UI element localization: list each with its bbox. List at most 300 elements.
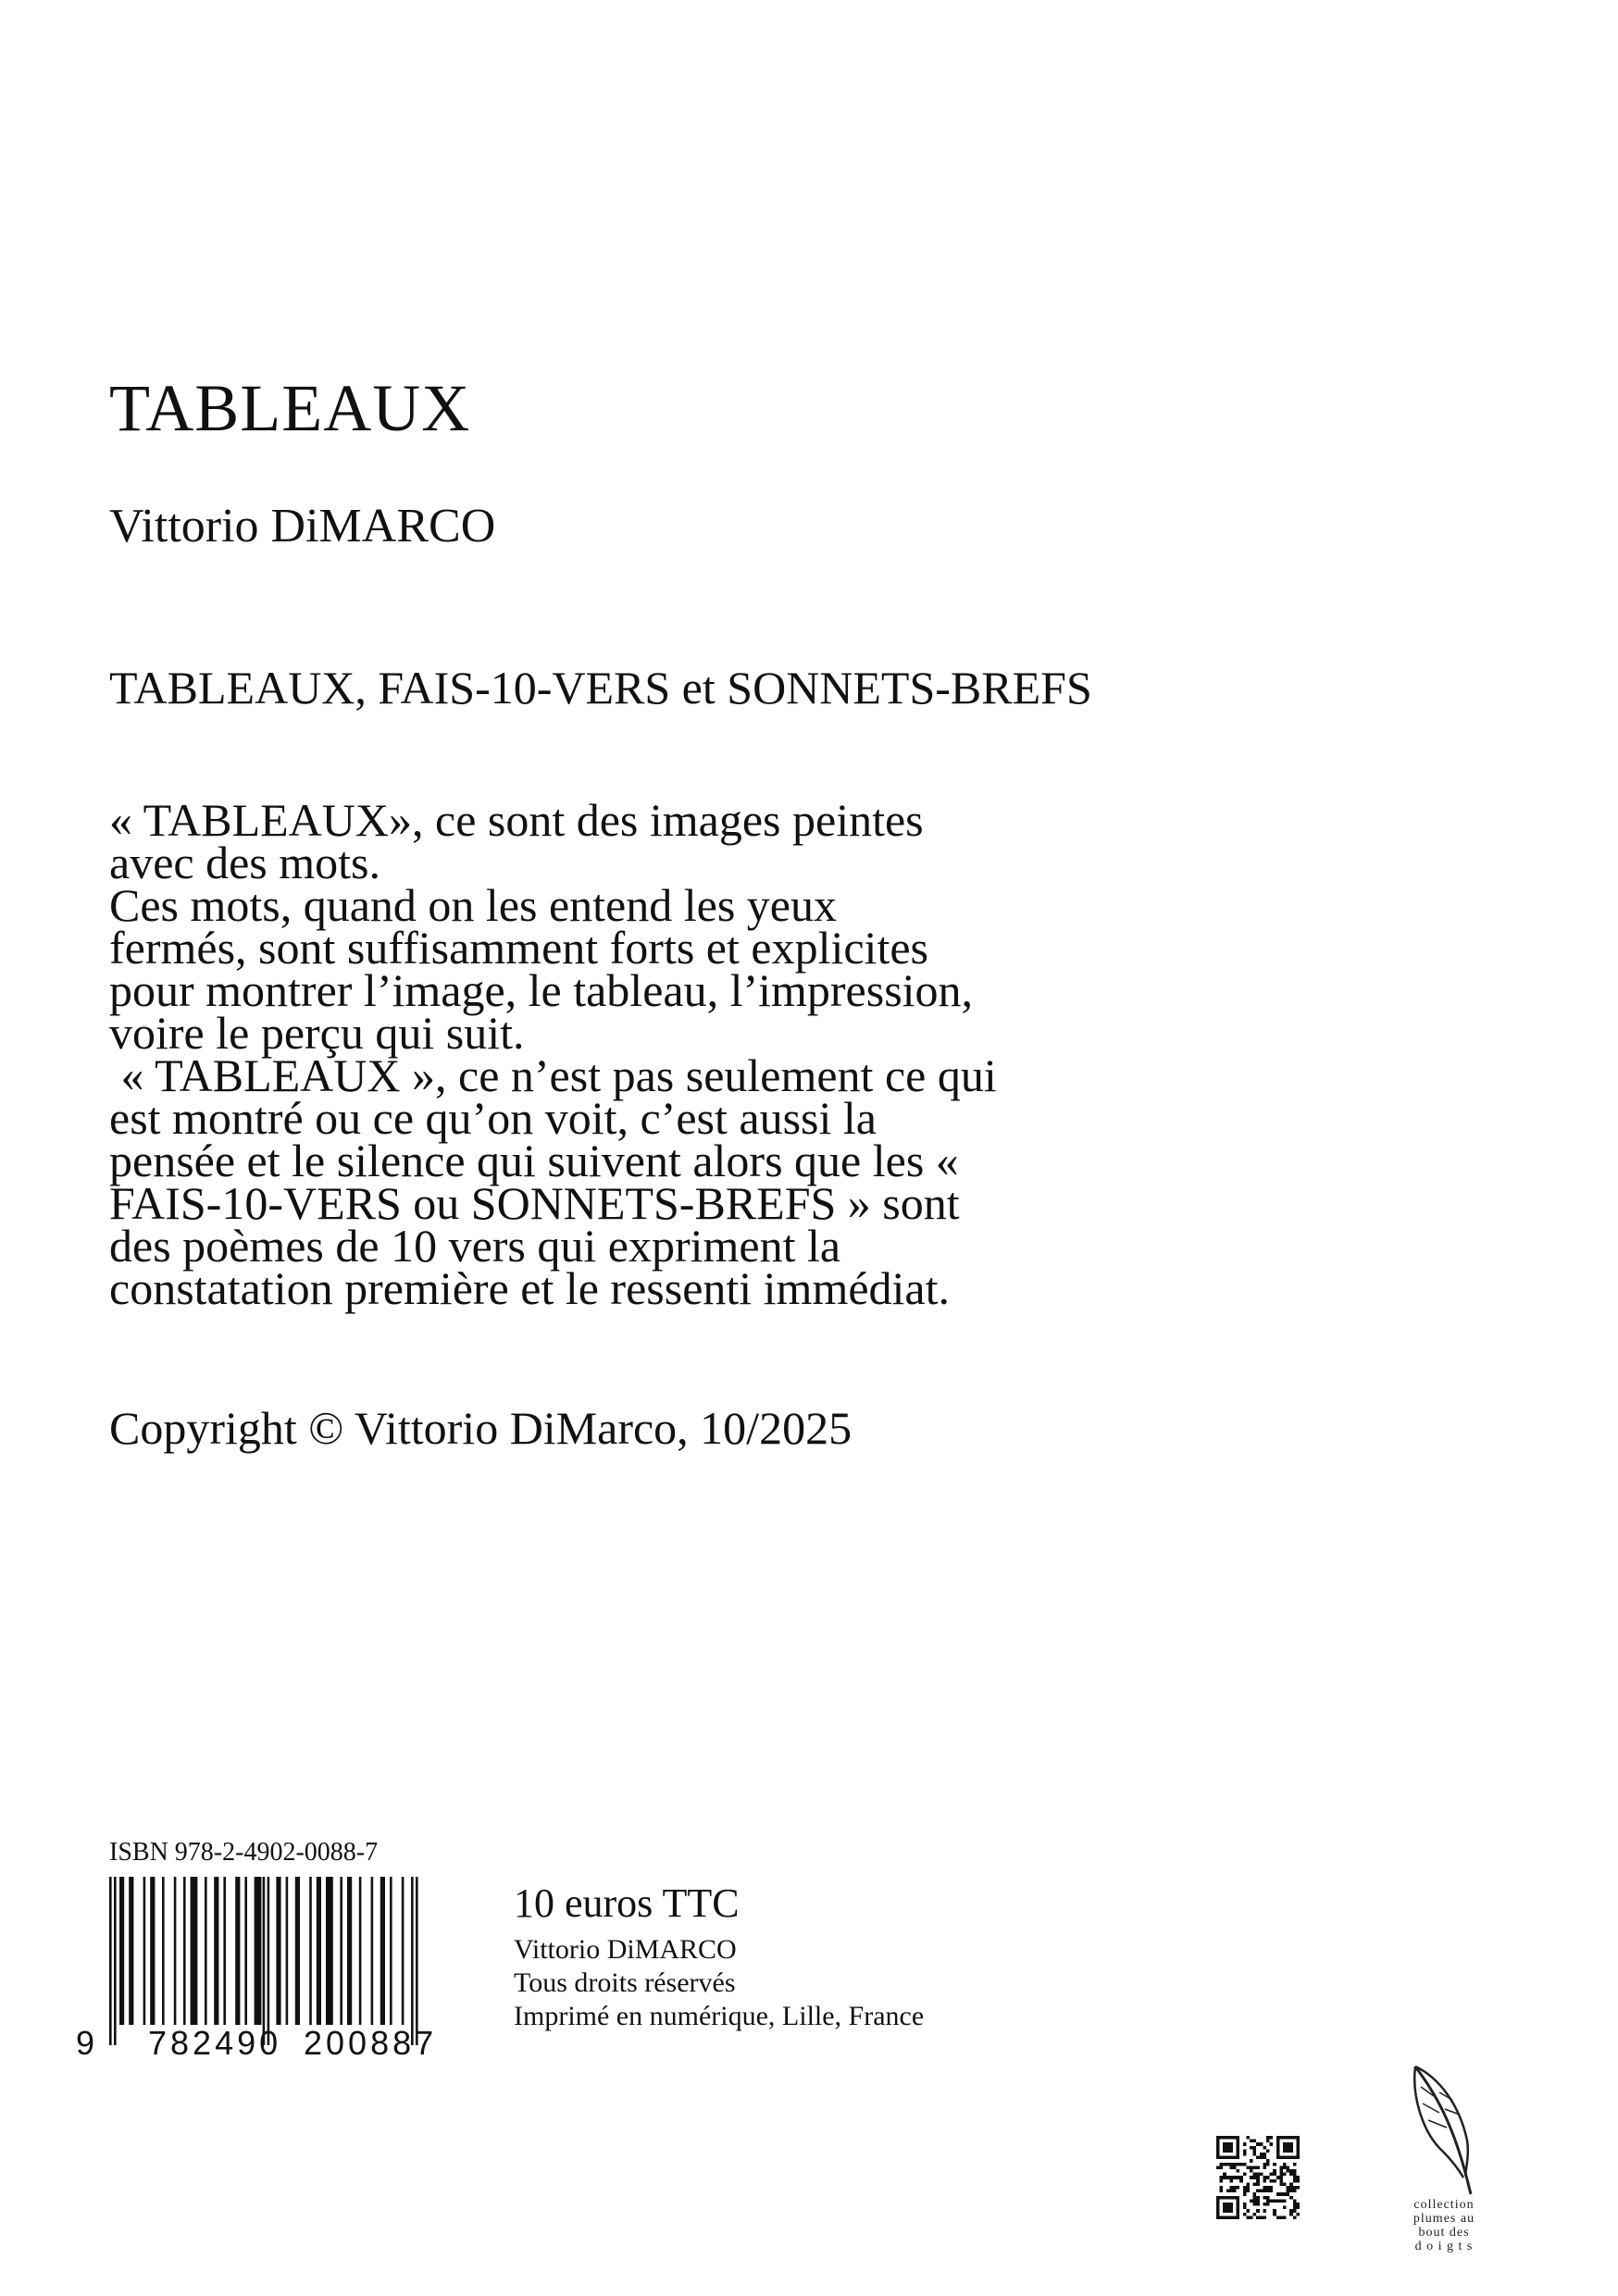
qr-module (1216, 2136, 1220, 2140)
qr-module (1263, 2146, 1266, 2150)
qr-module (1220, 2196, 1224, 2200)
barcode (65, 1873, 454, 2058)
qr-module (1237, 2176, 1240, 2179)
qr-module (1253, 2192, 1257, 2196)
blurb-line: des poèmes de 10 vers qui expriment la (109, 1220, 841, 1272)
qr-module (1293, 2173, 1297, 2177)
qr-module (1289, 2213, 1293, 2216)
qr-module (1293, 2136, 1297, 2140)
qr-module (1279, 2199, 1283, 2203)
qr-module (1276, 2136, 1280, 2140)
qr-module (1283, 2146, 1287, 2150)
barcode-digits-left: 782490 (148, 2024, 282, 2058)
qr-module (1273, 2163, 1276, 2166)
qr-module (1289, 2190, 1293, 2193)
qr-module (1246, 2190, 1250, 2193)
qr-module (1273, 2209, 1276, 2213)
qr-module (1226, 2156, 1230, 2160)
qr-module (1270, 2136, 1274, 2140)
qr-module (1226, 2215, 1230, 2219)
price: 10 euros TTC (514, 1880, 740, 1926)
qr-module (1283, 2136, 1287, 2140)
barcode-bar (317, 1877, 321, 2025)
qr-module (1233, 2166, 1237, 2169)
collection-logo (1388, 2059, 1500, 2281)
qr-module (1250, 2159, 1253, 2163)
qr-module (1266, 2163, 1270, 2166)
qr-module (1250, 2166, 1253, 2169)
qr-module (1223, 2173, 1226, 2177)
barcode-digits-right: 200887 (304, 2024, 438, 2058)
qr-module (1293, 2199, 1297, 2203)
qr-module (1296, 2186, 1300, 2190)
barcode-bar (390, 1877, 392, 2025)
qr-module (1289, 2186, 1293, 2190)
qr-module (1273, 2199, 1276, 2203)
qr-module (1276, 2149, 1280, 2153)
qr-module (1220, 2163, 1224, 2166)
qr-module (1296, 2140, 1300, 2143)
qr-module (1287, 2190, 1290, 2193)
qr-module (1287, 2169, 1290, 2173)
qr-module (1266, 2140, 1270, 2143)
qr-module (1289, 2209, 1293, 2213)
qr-module (1283, 2142, 1287, 2146)
qr-module (1220, 2190, 1224, 2193)
qr-module (1263, 2186, 1266, 2190)
qr-module (1266, 2159, 1270, 2163)
isbn-label: ISBN 978-2-4902-0088-7 (109, 1838, 379, 1867)
barcode-bar (129, 1877, 133, 2025)
qr-module (1239, 2179, 1243, 2183)
qr-module (1276, 2176, 1280, 2179)
printing-notice: Imprimé en numérique, Lille, France (514, 2001, 925, 2031)
barcode-bar (223, 1877, 226, 2025)
qr-module (1270, 2199, 1274, 2203)
qr-module (1216, 2199, 1220, 2203)
qr-module (1223, 2176, 1226, 2179)
barcode-bar (150, 1877, 155, 2025)
qr-module (1229, 2209, 1233, 2213)
barcode-bar (205, 1877, 207, 2025)
qr-module (1287, 2136, 1290, 2140)
qr-module (1283, 2173, 1287, 2177)
qr-module (1216, 2213, 1220, 2216)
qr-module (1243, 2203, 1247, 2206)
qr-module (1243, 2186, 1247, 2190)
book-subtitle: TABLEAUX, FAIS-10-VERS et SONNETS-BREFS (109, 662, 1092, 714)
qr-module (1220, 2186, 1224, 2190)
barcode-bar (347, 1877, 352, 2025)
qr-module (1250, 2199, 1253, 2203)
price-block (514, 1880, 925, 2033)
qr-module (1260, 2173, 1263, 2177)
qr-module (1237, 2156, 1240, 2160)
qr-module (1237, 2163, 1240, 2166)
qr-module (1253, 2153, 1257, 2156)
qr-module (1283, 2163, 1287, 2166)
blurb-line: voire le perçu qui suit. (109, 1007, 525, 1059)
qr-module (1216, 2140, 1220, 2143)
qr-module (1226, 2146, 1230, 2150)
qr-module (1293, 2215, 1297, 2219)
qr-module (1226, 2176, 1230, 2179)
qr-module (1260, 2190, 1263, 2193)
qr-module (1293, 2203, 1297, 2206)
qr-module (1276, 2153, 1280, 2156)
qr-module (1250, 2176, 1253, 2179)
qr-module (1276, 2199, 1280, 2203)
qr-module (1279, 2136, 1283, 2140)
qr-module (1253, 2173, 1257, 2177)
qr-module (1229, 2176, 1233, 2179)
qr-module (1216, 2196, 1220, 2200)
qr-module (1223, 2203, 1226, 2206)
barcode-bar (295, 1877, 300, 2025)
qr-module (1279, 2176, 1283, 2179)
qr-module (1289, 2196, 1293, 2200)
qr-module (1263, 2179, 1266, 2183)
qr-module (1289, 2169, 1293, 2173)
qr-module (1223, 2149, 1226, 2153)
qr-module (1226, 2206, 1230, 2210)
barcode-bar (235, 1877, 240, 2025)
barcode-bar (276, 1877, 280, 2025)
blurb-line: avec des mots. (109, 837, 380, 888)
qr-module (1293, 2186, 1297, 2190)
qr-module (1273, 2169, 1276, 2173)
logo-text-line: d o i g t s (1414, 2240, 1474, 2253)
qr-module (1283, 2215, 1287, 2219)
qr-module (1263, 2166, 1266, 2169)
qr-module (1266, 2203, 1270, 2206)
qr-module (1237, 2169, 1240, 2173)
copyright-notice: Copyright © Vittorio DiMarco, 10/2025 (109, 1402, 853, 1454)
logo-text-line: bout des (1418, 2226, 1470, 2240)
qr-module (1287, 2156, 1290, 2160)
qr-module (1237, 2142, 1240, 2146)
qr-module (1253, 2149, 1257, 2153)
qr-module (1266, 2199, 1270, 2203)
barcode-bar (402, 1877, 404, 2025)
qr-module (1287, 2166, 1290, 2169)
qr-module (1289, 2173, 1293, 2177)
qr-module (1276, 2215, 1280, 2219)
qr-module (1263, 2209, 1266, 2213)
barcode-bar (214, 1877, 218, 2025)
qr-module (1216, 2146, 1220, 2150)
qr-module (1220, 2166, 1224, 2169)
qr-module (1283, 2206, 1287, 2210)
qr-module (1276, 2146, 1280, 2150)
qr-module (1293, 2190, 1297, 2193)
qr-module (1237, 2206, 1240, 2210)
qr-module (1283, 2156, 1287, 2160)
qr-module (1223, 2156, 1226, 2160)
qr-module (1287, 2192, 1290, 2196)
qr-module (1237, 2149, 1240, 2153)
qr-module (1233, 2215, 1237, 2219)
qr-module (1229, 2190, 1233, 2193)
qr-module (1256, 2209, 1260, 2213)
qr-module (1253, 2203, 1257, 2206)
qr-module (1263, 2153, 1266, 2156)
qr-module (1256, 2182, 1260, 2186)
qr-module (1296, 2156, 1300, 2160)
qr-module (1229, 2163, 1233, 2166)
book-title: TABLEAUX (109, 371, 471, 445)
barcode-bar (183, 1877, 186, 2025)
blurb-line: fermés, sont suffisamment forts et explicites (109, 922, 928, 974)
qr-module (1263, 2203, 1266, 2206)
qr-module (1237, 2196, 1240, 2200)
qr-module (1289, 2136, 1293, 2140)
qr-module (1216, 2203, 1220, 2206)
barcode-bar (416, 1877, 418, 2045)
qr-module (1263, 2156, 1266, 2160)
qr-module (1279, 2166, 1283, 2169)
barcode-bar (371, 1877, 374, 2025)
qr-module (1256, 2142, 1260, 2146)
book-blurb (109, 794, 1257, 1314)
qr-module (1289, 2182, 1293, 2186)
qr-module (1226, 2209, 1230, 2213)
barcode-bar (119, 1877, 124, 2025)
qr-module (1229, 2142, 1233, 2146)
barcode-bar (255, 1877, 262, 2025)
logo-text-line: plumes au (1413, 2212, 1475, 2226)
qr-module (1253, 2176, 1257, 2179)
publisher-author: Vittorio DiMARCO (514, 1934, 737, 1965)
qr-module (1289, 2156, 1293, 2160)
qr-module (1220, 2176, 1224, 2179)
qr-module (1296, 2179, 1300, 2183)
qr-module (1243, 2149, 1247, 2153)
blurb-line: « TABLEAUX», ce sont des images peintes (109, 794, 924, 846)
qr-module (1279, 2156, 1283, 2160)
barcode-bar (340, 1877, 342, 2025)
qr-module (1243, 2192, 1247, 2196)
qr-module (1289, 2142, 1293, 2146)
qr-module (1250, 2146, 1253, 2150)
qr-module (1253, 2182, 1257, 2186)
qr-module (1253, 2146, 1257, 2150)
qr-module (1239, 2176, 1243, 2179)
qr-module (1296, 2213, 1300, 2216)
qr-module (1263, 2196, 1266, 2200)
qr-module (1260, 2156, 1263, 2160)
qr-module (1273, 2179, 1276, 2183)
qr-module (1279, 2182, 1283, 2186)
qr-module (1226, 2196, 1230, 2200)
qr-module (1216, 2156, 1220, 2160)
barcode-bar (162, 1877, 165, 2025)
qr-module (1266, 2136, 1270, 2140)
qr-module (1293, 2206, 1297, 2210)
barcode-bar (359, 1877, 362, 2025)
qr-module (1263, 2215, 1266, 2219)
qr-module (1223, 2196, 1226, 2200)
qr-module (1243, 2213, 1247, 2216)
barcode-bar (109, 1877, 112, 2045)
qr-module (1243, 2173, 1247, 2177)
blurb-line: pour montrer l’image, le tableau, l’impression, (109, 964, 974, 1016)
qr-module (1229, 2186, 1233, 2190)
qr-module (1239, 2163, 1243, 2166)
qr-module (1296, 2149, 1300, 2153)
qr-module (1256, 2179, 1260, 2183)
qr-module (1237, 2146, 1240, 2150)
qr-module (1266, 2186, 1270, 2190)
qr-module (1279, 2192, 1283, 2196)
qr-module (1220, 2136, 1224, 2140)
qr-module (1283, 2192, 1287, 2196)
qr-module (1237, 2213, 1240, 2216)
qr-module (1220, 2215, 1224, 2219)
barcode-bar (263, 1877, 266, 2045)
qr-module (1253, 2196, 1257, 2200)
qr-module (1237, 2203, 1240, 2206)
qr-module (1243, 2163, 1247, 2166)
qr-module (1296, 2136, 1300, 2140)
qr-module (1266, 2190, 1270, 2193)
qr-module (1246, 2166, 1250, 2169)
qr-module (1226, 2163, 1230, 2166)
qr-module (1253, 2140, 1257, 2143)
qr-module (1229, 2146, 1233, 2150)
blurb-line: Ces mots, quand on les entend les yeux (109, 879, 837, 931)
qr-module (1283, 2182, 1287, 2186)
qr-module (1233, 2176, 1237, 2179)
qr-module (1296, 2176, 1300, 2179)
qr-module (1256, 2190, 1260, 2193)
qr-module (1256, 2176, 1260, 2179)
qr-module (1246, 2136, 1250, 2140)
blurb-line: constatation première et le ressenti immédiat. (109, 1262, 951, 1314)
qr-module (1256, 2173, 1260, 2177)
qr-module (1223, 2209, 1226, 2213)
qr-module (1256, 2203, 1260, 2206)
qr-module (1276, 2192, 1280, 2196)
logo-text-line: collection (1413, 2198, 1475, 2212)
qr-module (1270, 2186, 1274, 2190)
qr-module (1229, 2166, 1233, 2169)
qr-module (1216, 2206, 1220, 2210)
feather-quill-icon (1402, 2059, 1486, 2198)
qr-module (1293, 2169, 1297, 2173)
qr-module (1223, 2163, 1226, 2166)
qr-module (1260, 2215, 1263, 2219)
qr-module (1223, 2142, 1226, 2146)
qr-module (1216, 2142, 1220, 2146)
qr-module (1256, 2215, 1260, 2219)
qr-module (1250, 2140, 1253, 2143)
collection-name (1388, 2198, 1500, 2253)
qr-module (1289, 2149, 1293, 2153)
qr-module (1279, 2169, 1283, 2173)
qr-module (1253, 2166, 1257, 2169)
qr-module (1226, 2190, 1230, 2193)
blurb-line: est montré ou ce qu’on voit, c’est aussi la (109, 1092, 877, 1144)
qr-module (1287, 2146, 1290, 2150)
qr-module (1237, 2209, 1240, 2213)
barcode-bar (244, 1877, 247, 2025)
qr-module (1270, 2142, 1274, 2146)
barcode-digit-first: 9 (76, 2024, 95, 2058)
blurb-line: « TABLEAUX », ce n’est pas seulement ce qui (109, 1049, 997, 1101)
qr-module (1237, 2140, 1240, 2143)
qr-module (1273, 2173, 1276, 2177)
qr-module (1279, 2215, 1283, 2219)
qr-module (1220, 2156, 1224, 2160)
barcode-bar (411, 1877, 414, 2045)
qr-module (1243, 2206, 1247, 2210)
qr-module (1253, 2213, 1257, 2216)
qr-module (1243, 2142, 1247, 2146)
barcode-bar (191, 1877, 198, 2025)
qr-module (1270, 2190, 1274, 2193)
qr-module (1256, 2166, 1260, 2169)
qr-module (1256, 2199, 1260, 2203)
qr-module (1283, 2149, 1287, 2153)
qr-module (1260, 2142, 1263, 2146)
qr-module (1266, 2149, 1270, 2153)
qr-module (1233, 2156, 1237, 2160)
qr-module (1260, 2153, 1263, 2156)
rights-notice: Tous droits réservés (514, 1967, 736, 1998)
qr-module (1283, 2166, 1287, 2169)
qr-module (1263, 2176, 1266, 2179)
qr-module (1283, 2199, 1287, 2203)
qr-module (1296, 2146, 1300, 2150)
qr-module (1223, 2215, 1226, 2219)
qr-module (1246, 2186, 1250, 2190)
qr-module (1229, 2196, 1233, 2200)
qr-module (1243, 2153, 1247, 2156)
qr-module (1237, 2199, 1240, 2203)
qr-module (1229, 2215, 1233, 2219)
qr-module (1246, 2209, 1250, 2213)
qr-module (1276, 2140, 1280, 2143)
qr-module (1229, 2206, 1233, 2210)
qr-module (1263, 2190, 1266, 2193)
qr-module (1273, 2213, 1276, 2216)
qr-module (1216, 2209, 1220, 2213)
qr-module (1287, 2142, 1290, 2146)
barcode-bar (174, 1877, 177, 2025)
qr-module (1226, 2203, 1230, 2206)
qr-module (1226, 2149, 1230, 2153)
barcode-bar (143, 1877, 146, 2025)
qr-module (1250, 2215, 1253, 2219)
qr-module (1223, 2136, 1226, 2140)
barcode-bar (309, 1877, 312, 2025)
qr-module (1296, 2206, 1300, 2210)
qr-module (1229, 2136, 1233, 2140)
qr-module (1266, 2196, 1270, 2200)
qr-module (1293, 2156, 1297, 2160)
qr-module (1276, 2156, 1280, 2160)
qr-module (1250, 2169, 1253, 2173)
qr-module (1246, 2182, 1250, 2186)
qr-module (1256, 2156, 1260, 2160)
qr-module (1296, 2142, 1300, 2146)
qr-module (1293, 2163, 1297, 2166)
qr-module (1293, 2176, 1297, 2179)
qr-module (1229, 2149, 1233, 2153)
qr-module (1279, 2173, 1283, 2177)
barcode-bar (380, 1877, 385, 2025)
